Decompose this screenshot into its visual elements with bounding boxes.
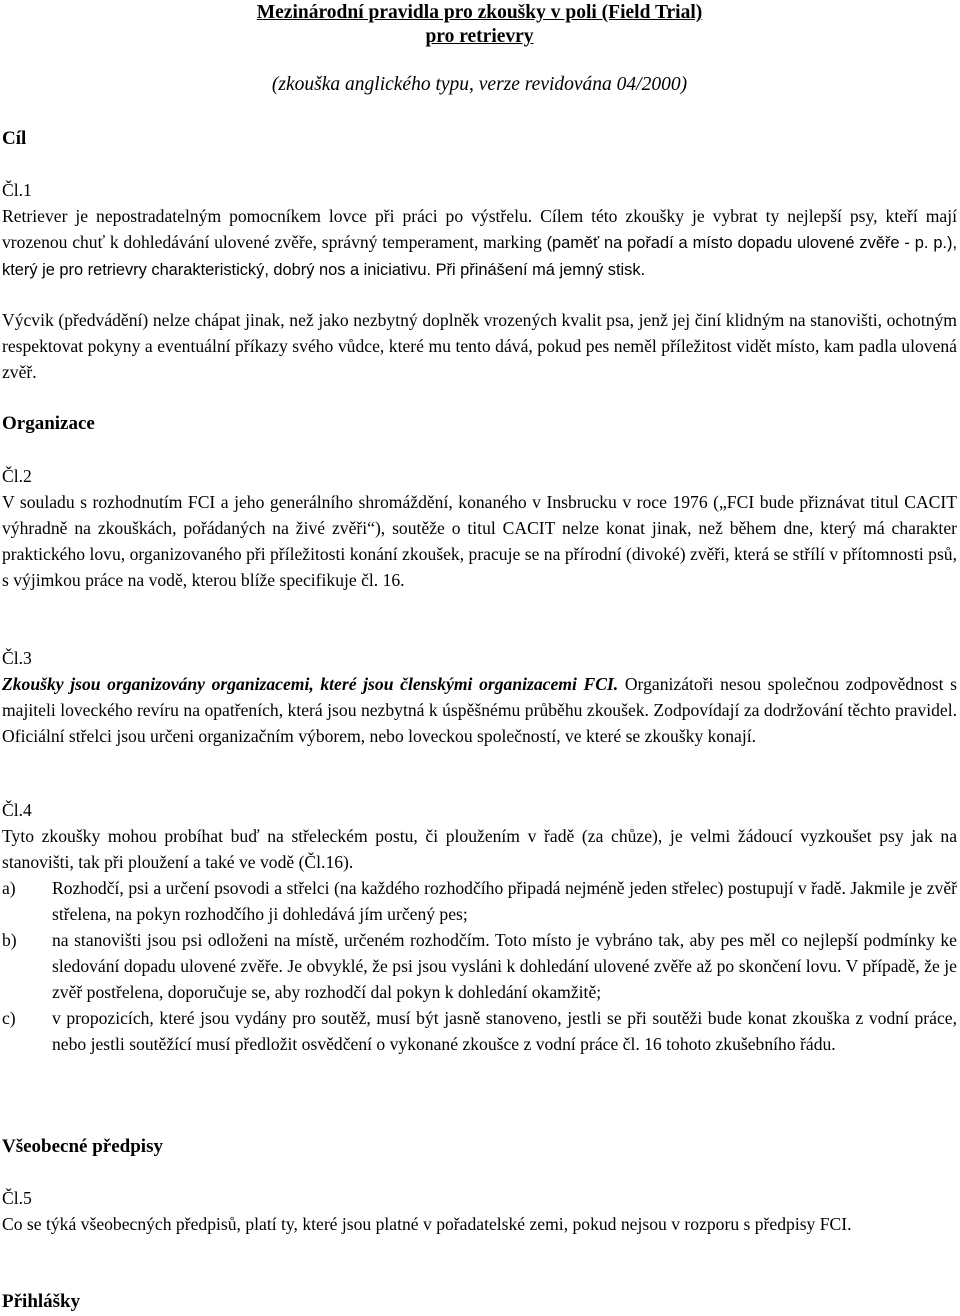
article-4-list	[2, 875, 957, 1057]
document-title: Mezinárodní pravidla pro zkoušky v poli (Field Trial)	[256, 2, 703, 23]
list-item	[2, 1005, 957, 1057]
document-subtitle: (zkouška anglického typu, verze revidována 04/2000)	[271, 74, 688, 95]
list-item	[2, 927, 957, 1005]
article-3-text: Organizátoři nesou společnou zodpovědnost s majiteli loveckého revíru na opatřeních, která jsou nezbytná k úspěšnému průběhu zkoušek. Zodpovídají za dodržování těchto pravidel. Oficiální střelci jsou určeni organizačním výborem, nebo loveckou společností, ve které se zkoušky konají.	[2, 674, 957, 746]
list-item-marker: b)	[2, 930, 17, 950]
document-page	[2, 0, 957, 1316]
article-1-paragraph-2: Výcvik (předvádění) nelze chápat jinak, než jako nezbytný doplněk vrozených kvalit psa, jenž jej činí klidným na stanovišti, ochotným respektovat pokyny a eventuální příkazy svého vůdce, které mu tento dává, pokud pes neměl příležitost vidět místo, kam padla ulovená zvěř.	[2, 310, 957, 382]
article-label-3: Čl.3	[2, 648, 32, 668]
article-1-text-serif: Retriever je nepostradatelným pomocníkem lovce při práci po výstřelu. Cílem této zkoušky je vybrat ty nejlepší psy, kteří mají vrozenou chuť k dohledávání ulovené zvěře, správný temperament, marking	[2, 206, 957, 252]
list-item-marker: a)	[2, 878, 16, 898]
article-2-paragraph: V souladu s rozhodnutím FCI a jeho generálního shromáždění, konaného v Insbrucku v roce 1976 („FCI bude přiznávat titul CACIT výhradně na zkouškách, pořádaných na živé zvěři“), soutěže o titul CACIT nelze konat jinak, než během dne, který má charakter praktického lovu, organizovaného při příležitosti konání zkoušek, pracuje se na přírodní (divoké) zvěři, která se střílí v přítomnosti psů, s výjimkou práce na vodě, kterou blíže specifikuje čl. 16.	[2, 492, 957, 590]
article-1-text-sans: (paměť na pořadí a místo dopadu ulovené zvěře - p. p.), který je pro retrievry charakteristický, dobrý nos a iniciativu. Při přinášení má jemný stisk.	[2, 234, 957, 279]
article-1-paragraph-1	[2, 203, 957, 283]
section-heading-vseobecne: Všeobecné předpisy	[2, 1136, 163, 1157]
section-heading-cil: Cíl	[2, 128, 27, 149]
list-item	[2, 875, 957, 927]
list-item-text: na stanovišti jsou psi odloženi na místě, určeném rozhodčím. Toto místo je vybráno tak, aby pes měl co nejlepší podmínky ke sledování dopadu ulovené zvěře. Je obvyklé, že psi jsou vysláni k dohledání ulovené zvěře až po skončení lovu. V případě, že je zvěř postřelena, doporučuje se, aby rozhodčí dal pokyn k dohledání okamžitě;	[52, 930, 957, 1002]
section-heading-prihlasky: Přihlášky	[2, 1291, 81, 1312]
section-heading-organizace: Organizace	[2, 413, 95, 434]
article-3-emphasis: Zkoušky jsou organizovány organizacemi, které jsou členskými organizacemi FCI.	[2, 674, 619, 694]
document-title-line2: pro retrievry	[425, 26, 534, 47]
article-5-paragraph: Co se týká všeobecných předpisů, platí ty, které jsou platné v pořadatelské zemi, pokud nejsou v rozporu s předpisy FCI.	[2, 1214, 852, 1234]
article-label-4: Čl.4	[2, 800, 32, 820]
list-item-marker: c)	[2, 1008, 16, 1028]
article-4-intro: Tyto zkoušky mohou probíhat buď na střeleckém postu, či ploužením v řadě (za chůze), je velmi žádoucí vyzkoušet psy jak na stanovišti, tak při ploužení a také ve vodě (Čl.16).	[2, 826, 957, 872]
article-label-1: Čl.1	[2, 180, 32, 200]
article-label-2: Čl.2	[2, 466, 32, 486]
list-item-text: Rozhodčí, psi a určení psovodi a střelci (na každého rozhodčího připadá nejméně jeden střelec) postupují v řadě. Jakmile je zvěř střelena, na pokyn rozhodčího ji dohledává jím určený pes;	[52, 878, 957, 924]
article-label-5: Čl.5	[2, 1188, 32, 1208]
list-item-text: v propozicích, které jsou vydány pro soutěž, musí být jasně stanoveno, jestli se při soutěži bude konat zkouška z vodní práce, nebo jestli soutěžící musí předložit osvědčení o vykonané zkoušce z vodní práce čl. 16 tohoto zkušebního řádu.	[52, 1008, 957, 1054]
article-3-paragraph	[2, 671, 957, 749]
